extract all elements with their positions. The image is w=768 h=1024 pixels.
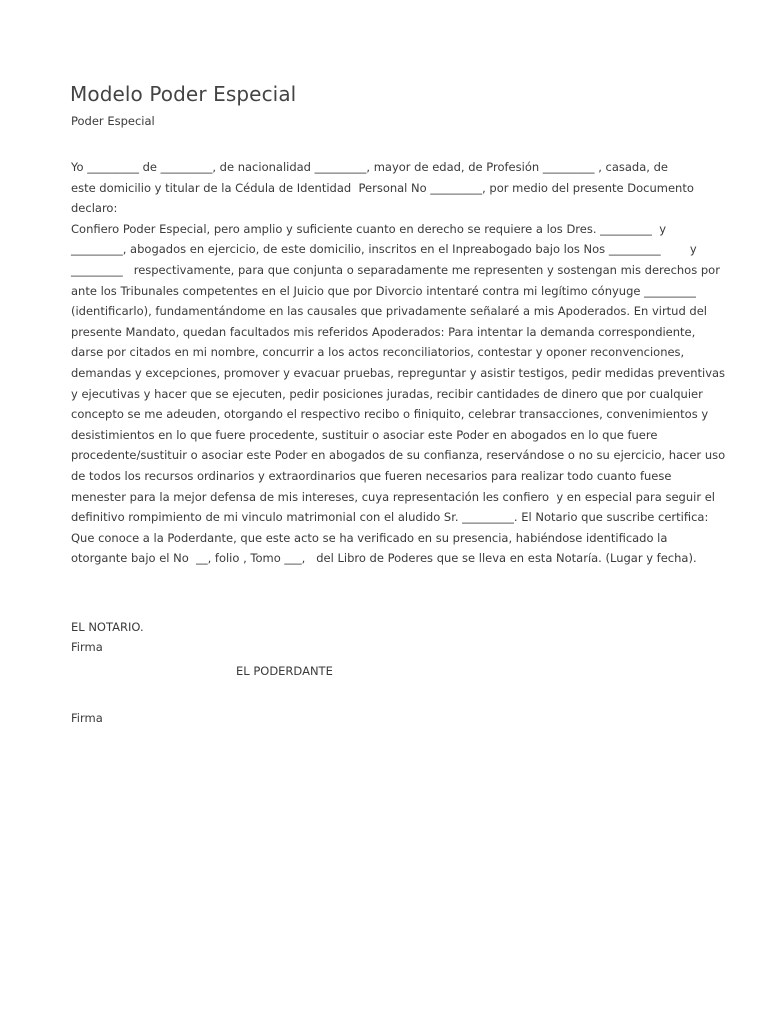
body-line: _________ respectivamente, para que conjunta o separadamente me representen y sostengan mis derechos por <box>71 262 720 277</box>
body-line: Confiero Poder Especial, pero amplio y suficiente cuanto en derecho se requiere a los Dres. _________ y <box>71 221 667 236</box>
body-line: y ejecutivas y hacer que se ejecuten, pedir posiciones juradas, recibir cantidades de dinero que por cualquier <box>71 386 703 401</box>
notario-signature-line: Firma <box>71 640 103 654</box>
body-line: _________, abogados en ejercicio, de este domicilio, inscritos en el Inpreabogado bajo los Nos _________ y <box>71 242 697 257</box>
document-body <box>71 157 726 569</box>
body-line: otorgante bajo el No __, folio , Tomo ___, del Libro de Poderes que se lleva en esta Notaría. (Lugar y fecha). <box>71 551 697 566</box>
poderdante-signature-line: Firma <box>71 711 103 725</box>
body-line: Que conoce a la Poderdante, que este acto se ha verificado en su presencia, habiéndose identificado la <box>71 530 668 545</box>
body-line: presente Mandato, quedan facultados mis referidos Apoderados: Para intentar la demanda correspondiente, <box>71 324 696 339</box>
body-line: (identificarlo), fundamentándome en las causales que privadamente señalaré a mis Apoderados. En virtud del <box>71 304 707 319</box>
poderdante-label: EL PODERDANTE <box>236 664 333 678</box>
body-line: darse por citados en mi nombre, concurrir a los actos reconciliatorios, contestar y oponer reconvenciones, <box>71 345 685 360</box>
body-line: concepto se me adeuden, otorgando el respectivo recibo o finiquito, celebrar transacciones, convenimientos y <box>71 407 709 422</box>
document-subtitle: Poder Especial <box>71 114 155 128</box>
document-title: Modelo Poder Especial <box>70 82 297 106</box>
body-line: este domicilio y titular de la Cédula de Identidad Personal No _________, por medio del presente Documento <box>71 180 694 195</box>
body-line: demandas y excepciones, promover y evacuar pruebas, repreguntar y asistir testigos, pedir medidas preventivas <box>71 365 726 380</box>
body-line: declaro: <box>71 201 118 216</box>
body-line: menester para la mejor defensa de mis intereses, cuya representación les confiero y en especial para seguir el <box>71 489 715 504</box>
body-line: ante los Tribunales competentes en el Juicio que por Divorcio intentaré contra mi legítimo cónyuge _________ <box>71 283 696 298</box>
notario-label: EL NOTARIO. <box>71 620 144 634</box>
body-line: Yo _________ de _________, de nacionalidad _________, mayor de edad, de Profesión _________ , casada, de <box>71 160 668 174</box>
body-line: desistimientos en lo que fuere procedente, sustituir o asociar este Poder en abogados en lo que fuere <box>71 427 658 442</box>
body-line: de todos los recursos ordinarios y extraordinarios que fueren necesarios para realizar todo cuanto fuese <box>71 468 672 483</box>
body-line: definitivo rompimiento de mi vinculo matrimonial con el aludido Sr. _________. El Notario que suscribe certifica: <box>71 510 709 525</box>
body-line: procedente/sustituir o asociar este Poder en abogados de su confianza, reservándose o no su ejercicio, hacer uso <box>71 448 726 463</box>
